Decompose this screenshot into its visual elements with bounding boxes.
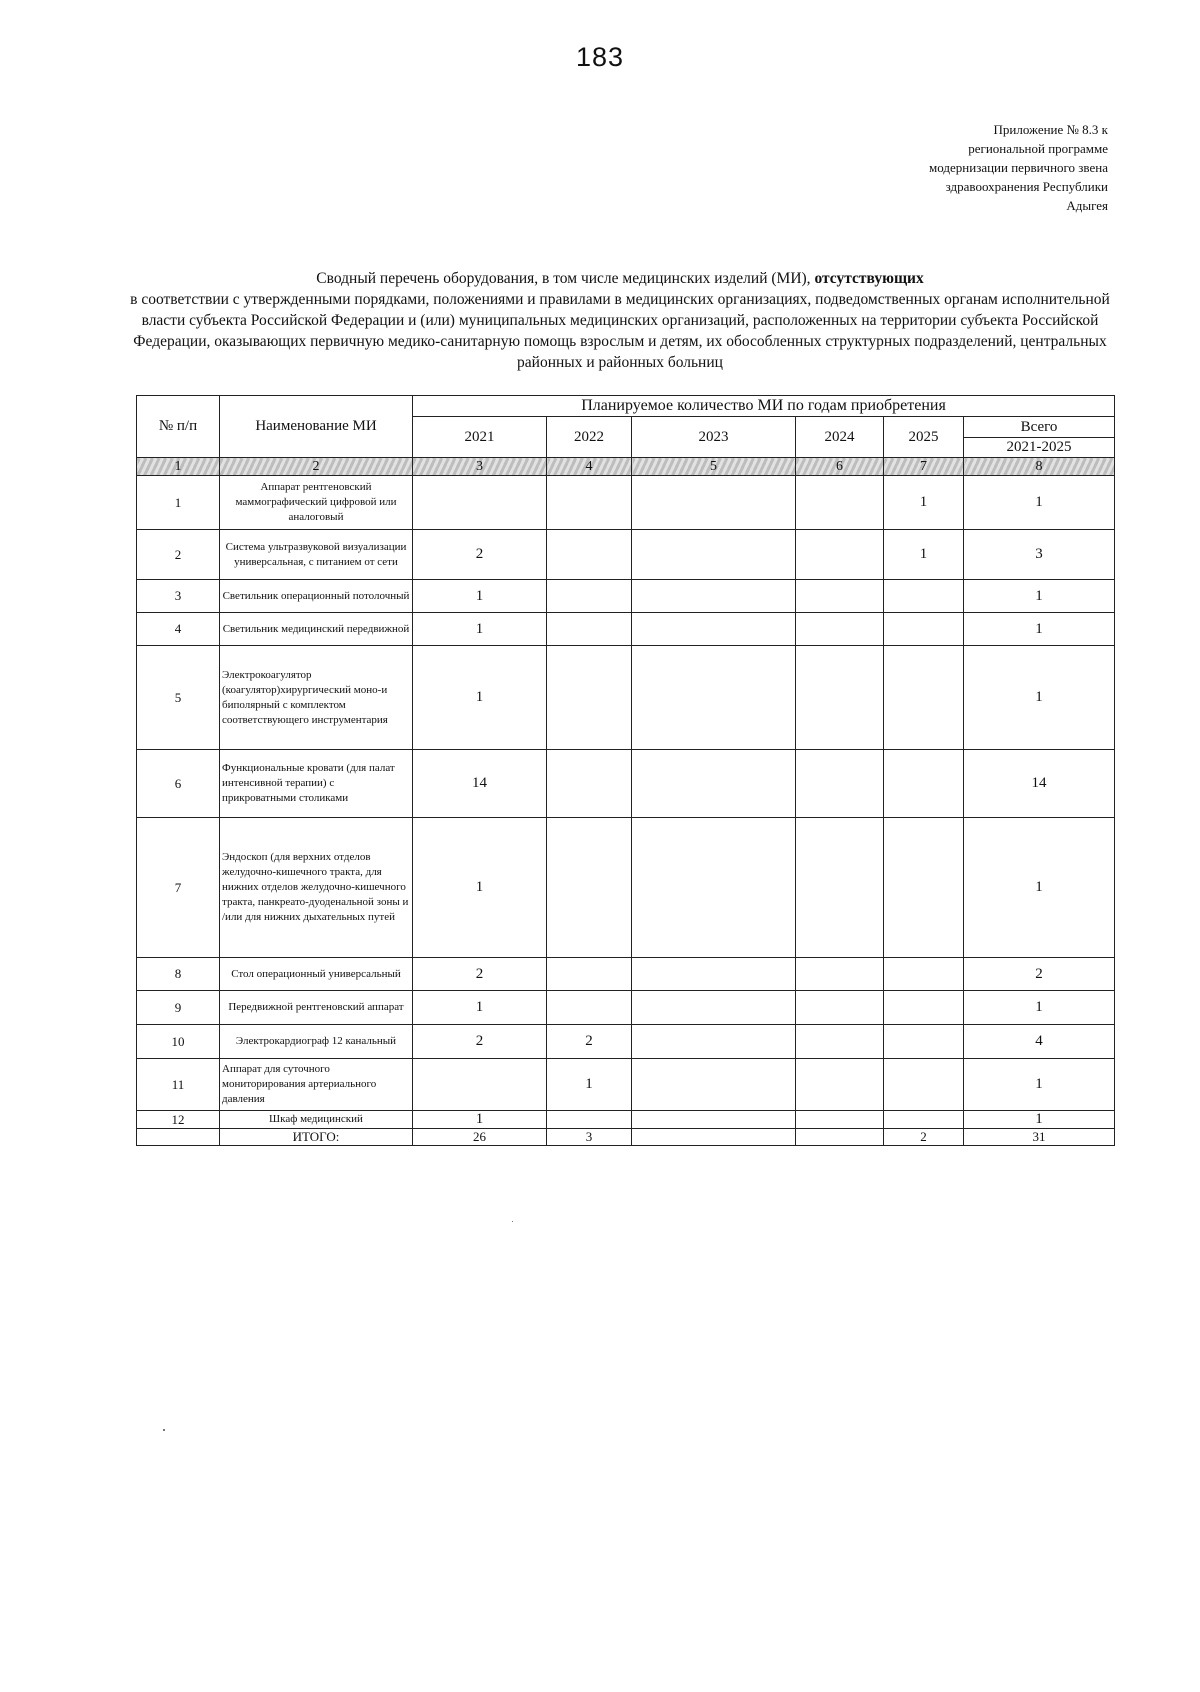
table-row bbox=[137, 818, 1115, 958]
qty-2024 bbox=[796, 646, 884, 750]
qty-2021: 2 bbox=[413, 1025, 547, 1059]
qty-2022 bbox=[547, 958, 632, 991]
page-number: 183 bbox=[575, 42, 625, 72]
row-number: 2 bbox=[137, 530, 220, 580]
qty-2021: 1 bbox=[413, 646, 547, 750]
row-number: 12 bbox=[137, 1111, 220, 1129]
column-number: 7 bbox=[884, 458, 964, 476]
total-label: ИТОГО: bbox=[220, 1129, 413, 1146]
qty-2025 bbox=[884, 580, 964, 613]
qty-2024 bbox=[796, 1025, 884, 1059]
row-number: 6 bbox=[137, 750, 220, 818]
column-number: 3 bbox=[413, 458, 547, 476]
qty-2024 bbox=[796, 476, 884, 530]
qty-2022: 2 bbox=[547, 1025, 632, 1059]
qty-2022 bbox=[547, 1111, 632, 1129]
qty-2024 bbox=[796, 750, 884, 818]
qty-2023 bbox=[632, 530, 796, 580]
table-row bbox=[137, 991, 1115, 1025]
equipment-table bbox=[136, 395, 1115, 1146]
table-row bbox=[137, 1111, 1115, 1129]
column-number: 4 bbox=[547, 458, 632, 476]
qty-2023 bbox=[632, 958, 796, 991]
scan-speck bbox=[163, 1429, 165, 1431]
row-number: 4 bbox=[137, 613, 220, 646]
appendix-line: Адыгея bbox=[1066, 198, 1108, 213]
appendix-note bbox=[828, 120, 1108, 215]
row-number: 7 bbox=[137, 818, 220, 958]
qty-2021: 2 bbox=[413, 530, 547, 580]
qty-2021 bbox=[413, 476, 547, 530]
row-number: 5 bbox=[137, 646, 220, 750]
row-number: 1 bbox=[137, 476, 220, 530]
row-number: 3 bbox=[137, 580, 220, 613]
header-name: Наименование МИ bbox=[220, 396, 413, 458]
header-year: 2022 bbox=[547, 417, 632, 458]
qty-2022: 1 bbox=[547, 1059, 632, 1111]
device-name: Система ультразвуковой визуализации универсальная, с питанием от сети bbox=[220, 530, 413, 580]
column-number: 1 bbox=[137, 458, 220, 476]
appendix-line: здравоохранения Республики bbox=[945, 179, 1108, 194]
qty-2021 bbox=[413, 1059, 547, 1111]
appendix-line: модернизации первичного звена bbox=[929, 160, 1108, 175]
qty-2023 bbox=[632, 1059, 796, 1111]
column-number: 5 bbox=[632, 458, 796, 476]
device-name: Шкаф медицинский bbox=[220, 1111, 413, 1129]
qty-total: 4 bbox=[964, 1025, 1115, 1059]
total-row-empty bbox=[137, 1129, 220, 1146]
title-bold: отсутствующих bbox=[814, 270, 924, 287]
qty-2025 bbox=[884, 1111, 964, 1129]
row-number: 8 bbox=[137, 958, 220, 991]
qty-2022 bbox=[547, 750, 632, 818]
qty-2023 bbox=[632, 750, 796, 818]
table-row bbox=[137, 958, 1115, 991]
qty-2021: 1 bbox=[413, 1111, 547, 1129]
qty-2025 bbox=[884, 991, 964, 1025]
qty-2023 bbox=[632, 818, 796, 958]
qty-total: 1 bbox=[964, 580, 1115, 613]
total-2022: 3 bbox=[547, 1129, 632, 1146]
table-row bbox=[137, 750, 1115, 818]
qty-total: 3 bbox=[964, 530, 1115, 580]
table-row bbox=[137, 646, 1115, 750]
qty-2022 bbox=[547, 580, 632, 613]
qty-2021: 2 bbox=[413, 958, 547, 991]
device-name: Аппарат для суточного мониторирования артериального давления bbox=[220, 1059, 413, 1111]
qty-total: 1 bbox=[964, 818, 1115, 958]
qty-total: 1 bbox=[964, 646, 1115, 750]
total-all: 31 bbox=[964, 1129, 1115, 1146]
total-2023 bbox=[632, 1129, 796, 1146]
qty-2024 bbox=[796, 580, 884, 613]
qty-2023 bbox=[632, 613, 796, 646]
device-name: Светильник медицинский передвижной bbox=[220, 613, 413, 646]
qty-total: 1 bbox=[964, 613, 1115, 646]
qty-2021: 14 bbox=[413, 750, 547, 818]
qty-2023 bbox=[632, 476, 796, 530]
total-2024 bbox=[796, 1129, 884, 1146]
total-2025: 2 bbox=[884, 1129, 964, 1146]
qty-2023 bbox=[632, 580, 796, 613]
qty-2025 bbox=[884, 646, 964, 750]
device-name: Стол операционный универсальный bbox=[220, 958, 413, 991]
qty-2021: 1 bbox=[413, 818, 547, 958]
scan-speck bbox=[512, 1221, 513, 1222]
qty-total: 1 bbox=[964, 1111, 1115, 1129]
qty-2024 bbox=[796, 991, 884, 1025]
qty-2022 bbox=[547, 530, 632, 580]
qty-2025 bbox=[884, 613, 964, 646]
total-row bbox=[137, 1129, 1115, 1146]
document-title bbox=[130, 268, 1110, 373]
qty-2022 bbox=[547, 991, 632, 1025]
qty-total: 14 bbox=[964, 750, 1115, 818]
device-name: Светильник операционный потолочный bbox=[220, 580, 413, 613]
qty-total: 1 bbox=[964, 1059, 1115, 1111]
qty-2024 bbox=[796, 1111, 884, 1129]
device-name: Электрокоагулятор (коагулятор)хирургический моно-и биполярный с комплектом соответствующего инструментария bbox=[220, 646, 413, 750]
qty-2021: 1 bbox=[413, 613, 547, 646]
qty-2023 bbox=[632, 991, 796, 1025]
row-number: 10 bbox=[137, 1025, 220, 1059]
appendix-line: Приложение № 8.3 к bbox=[993, 122, 1108, 137]
qty-2024 bbox=[796, 818, 884, 958]
table-row bbox=[137, 476, 1115, 530]
qty-2025 bbox=[884, 750, 964, 818]
row-number: 11 bbox=[137, 1059, 220, 1111]
qty-2025 bbox=[884, 818, 964, 958]
device-name: Передвижной рентгеновский аппарат bbox=[220, 991, 413, 1025]
column-number: 6 bbox=[796, 458, 884, 476]
device-name: Электрокардиограф 12 канальный bbox=[220, 1025, 413, 1059]
table-row bbox=[137, 1059, 1115, 1111]
qty-2022 bbox=[547, 476, 632, 530]
device-name: Эндоскоп (для верхних отделов желудочно-кишечного тракта, для нижних отделов желудочно-кишечного тракта, панкреато-дуоденальной зоны и /или для нижних дыхательных путей bbox=[220, 818, 413, 958]
qty-2024 bbox=[796, 1059, 884, 1111]
qty-2025 bbox=[884, 1059, 964, 1111]
column-number-row bbox=[137, 458, 1115, 476]
header-year: 2023 bbox=[632, 417, 796, 458]
qty-2023 bbox=[632, 646, 796, 750]
title-regular: Сводный перечень оборудования, в том числе медицинских изделий (МИ), bbox=[316, 270, 815, 287]
qty-2023 bbox=[632, 1111, 796, 1129]
header-year: 2024 bbox=[796, 417, 884, 458]
qty-total: 2 bbox=[964, 958, 1115, 991]
qty-2024 bbox=[796, 530, 884, 580]
appendix-line: региональной программе bbox=[968, 141, 1108, 156]
qty-total: 1 bbox=[964, 476, 1115, 530]
row-number: 9 bbox=[137, 991, 220, 1025]
qty-2023 bbox=[632, 1025, 796, 1059]
qty-2025 bbox=[884, 1025, 964, 1059]
qty-total: 1 bbox=[964, 991, 1115, 1025]
qty-2025 bbox=[884, 958, 964, 991]
table-row bbox=[137, 613, 1115, 646]
title-rest: в соответствии с утвержденными порядками, положениями и правилами в медицинских организациях, подведомственных органам исполнительной власти субъекта Российской Федерации и (или) муниципальных медицинских организаций, расположенных на территории субъекта Российской Федерации, оказывающих первичную медико-санитарную помощь взрослым и детям, их обособленных структурных подразделений, центральных районных и районных больниц bbox=[130, 291, 1110, 371]
qty-2021: 1 bbox=[413, 991, 547, 1025]
column-number: 8 bbox=[964, 458, 1115, 476]
qty-2024 bbox=[796, 958, 884, 991]
device-name: Аппарат рентгеновский маммографический цифровой или аналоговый bbox=[220, 476, 413, 530]
qty-2022 bbox=[547, 818, 632, 958]
header-total: Всего bbox=[964, 417, 1115, 438]
qty-2022 bbox=[547, 646, 632, 750]
qty-2021: 1 bbox=[413, 580, 547, 613]
qty-2022 bbox=[547, 613, 632, 646]
qty-2024 bbox=[796, 613, 884, 646]
total-2021: 26 bbox=[413, 1129, 547, 1146]
column-number: 2 bbox=[220, 458, 413, 476]
device-name: Функциональные кровати (для палат интенсивной терапии) с прикроватными столиками bbox=[220, 750, 413, 818]
qty-2025: 1 bbox=[884, 530, 964, 580]
table-row bbox=[137, 580, 1115, 613]
header-num: № п/п bbox=[137, 396, 220, 458]
table-row bbox=[137, 530, 1115, 580]
table-row bbox=[137, 1025, 1115, 1059]
header-total-range: 2021-2025 bbox=[964, 438, 1115, 458]
header-year: 2021 bbox=[413, 417, 547, 458]
header-planned: Планируемое количество МИ по годам приобретения bbox=[413, 396, 1115, 417]
header-year: 2025 bbox=[884, 417, 964, 458]
qty-2025: 1 bbox=[884, 476, 964, 530]
